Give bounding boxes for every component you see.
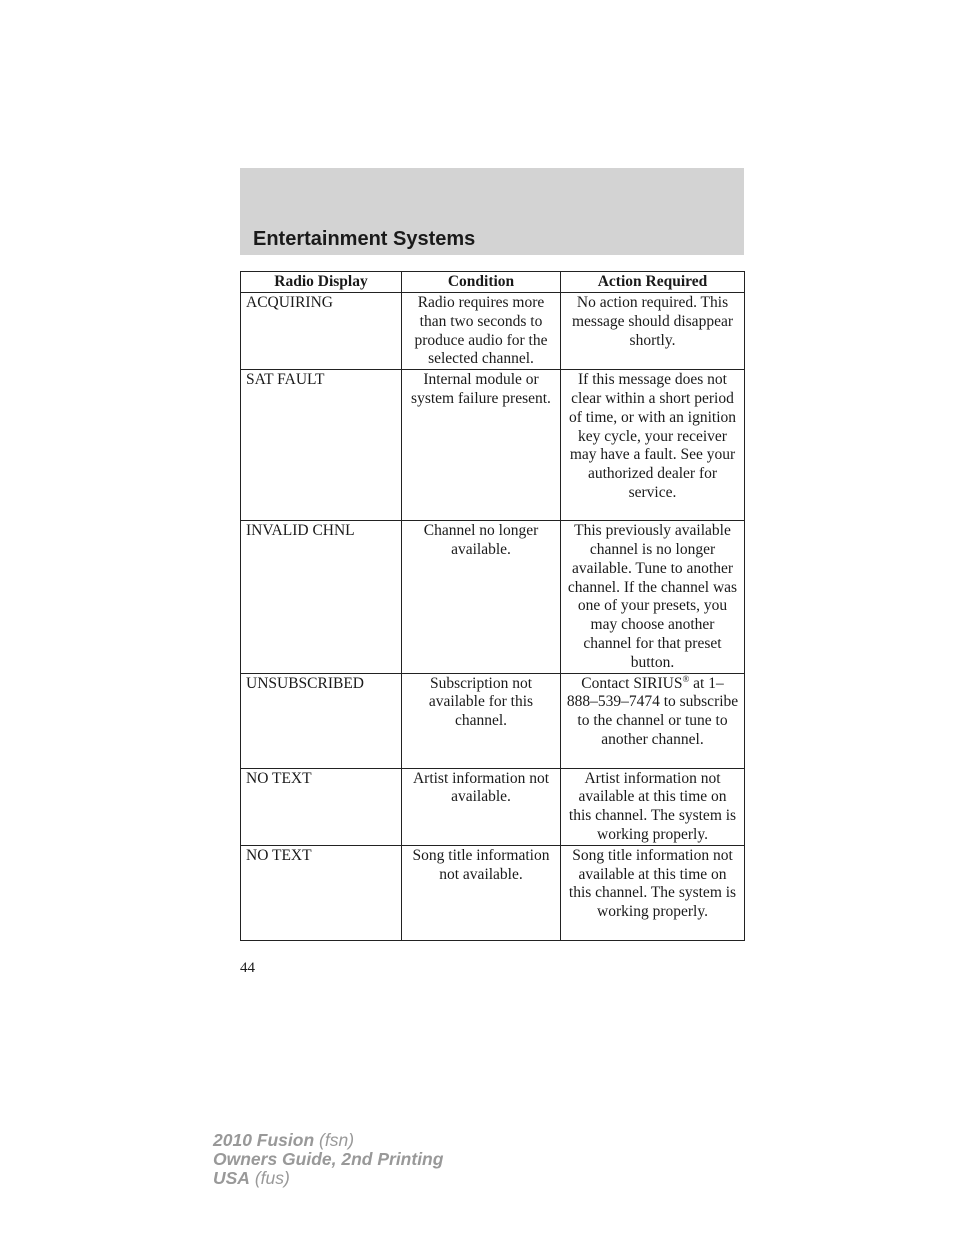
action-text-post: at 1–888–539–7474 to subscribe to the channel or tune to another channel.: [566, 674, 739, 748]
table-row: [241, 370, 745, 521]
page-number: 44: [240, 960, 255, 976]
radio-display-cell: INVALID CHNL: [241, 521, 402, 673]
condition-cell: Internal module or system failure present.: [402, 370, 561, 521]
footer-imprint: [213, 1131, 443, 1188]
action-cell: Artist information not available at this time on this channel. The system is working properly.: [561, 768, 745, 845]
column-header-condition: Condition: [402, 272, 561, 293]
footer-line-model: [213, 1131, 443, 1150]
footer-line-guide: [213, 1150, 443, 1169]
radio-display-cell: UNSUBSCRIBED: [241, 673, 402, 768]
radio-display-cell: NO TEXT: [241, 845, 402, 940]
action-cell: Song title information not available at this time on this channel. The system is working properly.: [561, 845, 745, 940]
table-row: [241, 521, 745, 673]
column-header-radio-display: Radio Display: [241, 272, 402, 293]
footer-model-code: (fsn): [314, 1130, 355, 1150]
table-header-row: [241, 272, 745, 293]
condition-cell: Artist information not available.: [402, 768, 561, 845]
condition-cell: Subscription not available for this channel.: [402, 673, 561, 768]
footer-guide-name: Owners Guide, 2nd Printing: [213, 1149, 444, 1169]
radio-display-cell: SAT FAULT: [241, 370, 402, 521]
column-header-action-required: Action Required: [561, 272, 745, 293]
table-row: [241, 673, 745, 768]
condition-cell: Channel no longer available.: [402, 521, 561, 673]
table-row: [241, 768, 745, 845]
action-cell: If this message does not clear within a short period of time, or with an ignition key cycle, your receiver may have a fault. See your authorized dealer for service.: [561, 370, 745, 521]
radio-messages-table: [240, 271, 745, 941]
footer-region-code: (fus): [249, 1168, 290, 1188]
table-row: [241, 293, 745, 370]
footer-model-name: 2010 Fusion: [213, 1130, 315, 1150]
action-cell: No action required. This message should disappear shortly.: [561, 293, 745, 370]
action-text-pre: Contact SIRIUS: [581, 674, 683, 692]
section-header-band: [240, 168, 744, 255]
footer-line-region: [213, 1169, 443, 1188]
registered-mark: ®: [682, 673, 690, 684]
section-title: Entertainment Systems: [253, 228, 476, 250]
condition-cell: Song title information not available.: [402, 845, 561, 940]
footer-region-name: USA: [213, 1168, 250, 1188]
action-cell: This previously available channel is no longer available. Tune to another channel. If the channel was one of your presets, you may choose another channel for that preset button.: [561, 521, 745, 673]
table-row: [241, 845, 745, 940]
radio-display-cell: NO TEXT: [241, 768, 402, 845]
condition-cell: Radio requires more than two seconds to produce audio for the selected channel.: [402, 293, 561, 370]
radio-display-cell: ACQUIRING: [241, 293, 402, 370]
action-cell: [561, 673, 745, 768]
